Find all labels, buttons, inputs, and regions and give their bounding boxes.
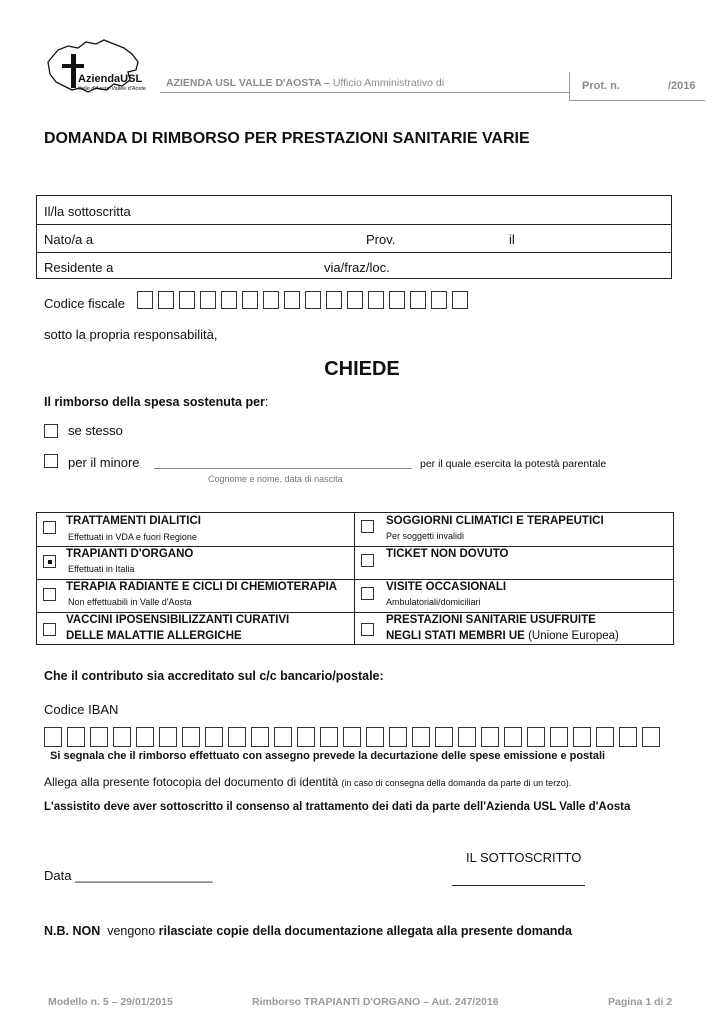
street-label: via/fraz/loc. <box>324 260 390 275</box>
iban-char-box[interactable] <box>642 727 660 747</box>
iban-char-box[interactable] <box>412 727 430 747</box>
org-office: Ufficio Amministrativo di <box>332 77 445 89</box>
responsibility-text: sotto la propria responsabilità, <box>44 327 218 342</box>
radiotherapy-sub: Non effettuabili in Valle d'Aosta <box>68 597 192 607</box>
climatic-stays-sub: Per soggetti invalidi <box>386 531 465 541</box>
refund-for-label: Il rimborso della spesa sostenuta per: <box>44 395 269 409</box>
iban-char-box[interactable] <box>481 727 499 747</box>
iban-char-box[interactable] <box>90 727 108 747</box>
iban-char-box[interactable] <box>596 727 614 747</box>
iban-char-box[interactable] <box>113 727 131 747</box>
dialysis-sub: Effettuati in VDA e fuori Regione <box>68 532 197 542</box>
vaccines-title-line2: DELLE MALATTIE ALLERGICHE <box>66 630 242 642</box>
grid-line <box>37 612 673 613</box>
residence-row[interactable] <box>37 252 671 280</box>
fiscal-code-char-box[interactable] <box>305 291 321 309</box>
resident-label: Residente a <box>44 260 114 275</box>
footer-model: Modello n. 5 – 29/01/2015 <box>48 996 173 1008</box>
checked-mark <box>48 560 52 564</box>
date-field[interactable]: Data ___________________ <box>44 868 213 883</box>
ticket-title: TICKET NON DOVUTO <box>386 548 509 560</box>
applicant-details-box <box>36 195 672 279</box>
vaccines-checkbox[interactable] <box>43 623 56 636</box>
iban-boxes[interactable] <box>44 727 665 747</box>
eu-services-checkbox[interactable] <box>361 623 374 636</box>
iban-char-box[interactable] <box>343 727 361 747</box>
grid-line <box>37 579 673 580</box>
radiotherapy-title: TERAPIA RADIANTE E CICLI DI CHEMIOTERAPIA <box>66 581 338 593</box>
grid-line <box>37 546 673 547</box>
dialysis-checkbox[interactable] <box>43 521 56 534</box>
eu-services-title-line2: NEGLI STATI MEMBRI UE (Unione Europea) <box>386 630 619 642</box>
iban-char-box[interactable] <box>435 727 453 747</box>
minor-hint: Cognome e nome, data di nascita <box>208 474 343 484</box>
iban-char-box[interactable] <box>136 727 154 747</box>
iban-char-box[interactable] <box>297 727 315 747</box>
fiscal-code-char-box[interactable] <box>158 291 174 309</box>
fiscal-code-char-box[interactable] <box>452 291 468 309</box>
signature-line[interactable] <box>452 885 585 886</box>
fiscal-code-char-box[interactable] <box>389 291 405 309</box>
occasional-visits-title: VISITE OCCASIONALI <box>386 581 507 593</box>
minor-label: per il minore <box>68 455 140 470</box>
request-heading: CHIEDE <box>324 358 400 380</box>
logo-subtext: Valle d'Aosta·Vallée d'Aoste <box>78 86 146 92</box>
iban-char-box[interactable] <box>573 727 591 747</box>
logo-text: AziendaUSL <box>78 73 143 85</box>
organ-transplant-checkbox[interactable] <box>43 555 56 568</box>
birth-date-label: il <box>509 232 515 247</box>
climatic-stays-title: SOGGIORNI CLIMATICI E TERAPEUTICI <box>386 515 604 527</box>
guardian-label: per il quale esercita la potestà parentale <box>420 458 607 470</box>
occasional-visits-checkbox[interactable] <box>361 587 374 600</box>
fiscal-code-label: Codice fiscale <box>44 296 125 311</box>
province-label: Prov. <box>366 232 396 247</box>
iban-char-box[interactable] <box>44 727 62 747</box>
attach-note: Allega alla presente fotocopia del documento di identità (in caso di consegna della domanda da parte di un terzo). <box>44 775 572 789</box>
iban-char-box[interactable] <box>274 727 292 747</box>
iban-char-box[interactable] <box>619 727 637 747</box>
fiscal-code-char-box[interactable] <box>347 291 363 309</box>
fiscal-code-char-box[interactable] <box>200 291 216 309</box>
footer-page: Pagina 1 di 2 <box>608 996 673 1008</box>
org-name: AZIENDA USL VALLE D'AOSTA – <box>166 77 330 89</box>
iban-char-box[interactable] <box>527 727 545 747</box>
minor-checkbox[interactable] <box>44 454 58 468</box>
protocol-year: /2016 <box>668 80 696 92</box>
fiscal-code-char-box[interactable] <box>242 291 258 309</box>
iban-char-box[interactable] <box>366 727 384 747</box>
iban-char-box[interactable] <box>550 727 568 747</box>
iban-char-box[interactable] <box>67 727 85 747</box>
climatic-stays-checkbox[interactable] <box>361 520 374 533</box>
footer-reference: Rimborso TRAPIANTI D'ORGANO – Aut. 247/2016 <box>252 996 499 1008</box>
ticket-checkbox[interactable] <box>361 554 374 567</box>
fiscal-code-char-box[interactable] <box>137 291 153 309</box>
vaccines-title: VACCINI IPOSENSIBILIZZANTI CURATIVI <box>66 614 290 626</box>
iban-char-box[interactable] <box>458 727 476 747</box>
iban-char-box[interactable] <box>251 727 269 747</box>
occasional-visits-sub: Ambulatoriali/domiciliari <box>386 597 481 607</box>
subscriber-label: Il/la sottoscritta <box>44 204 131 219</box>
header-divider-right <box>569 100 705 101</box>
fiscal-code-char-box[interactable] <box>326 291 342 309</box>
subscriber-row[interactable] <box>37 196 671 224</box>
signature-label: IL SOTTOSCRITTO <box>466 850 582 865</box>
fiscal-code-boxes[interactable] <box>137 291 473 309</box>
self-checkbox[interactable] <box>44 424 58 438</box>
cheque-note: Si segnala che il rimborso effettuato con assegno prevede la decurtazione delle spese emissione e postali <box>50 750 606 762</box>
protocol-label: Prot. n. <box>582 80 620 92</box>
header-organization <box>166 77 444 89</box>
fiscal-code-char-box[interactable] <box>431 291 447 309</box>
iban-char-box[interactable] <box>320 727 338 747</box>
azienda-usl-logo <box>44 36 144 98</box>
iban-char-box[interactable] <box>159 727 177 747</box>
iban-char-box[interactable] <box>389 727 407 747</box>
fiscal-code-char-box[interactable] <box>410 291 426 309</box>
fiscal-code-char-box[interactable] <box>368 291 384 309</box>
contribution-label: Che il contributo sia accreditato sul c/c bancario/postale: <box>44 669 384 683</box>
header-divider <box>160 92 570 93</box>
services-grid <box>36 512 674 645</box>
document-title: DOMANDA DI RIMBORSO PER PRESTAZIONI SANITARIE VARIE <box>44 130 530 147</box>
radiotherapy-checkbox[interactable] <box>43 588 56 601</box>
minor-name-line[interactable] <box>154 468 412 469</box>
iban-char-box[interactable] <box>182 727 200 747</box>
fiscal-code-char-box[interactable] <box>221 291 237 309</box>
eu-services-title: PRESTAZIONI SANITARIE USUFRUITE <box>386 614 596 626</box>
iban-label: Codice IBAN <box>44 702 119 717</box>
iban-char-box[interactable] <box>205 727 223 747</box>
fiscal-code-char-box[interactable] <box>284 291 300 309</box>
iban-char-box[interactable] <box>504 727 522 747</box>
organ-transplant-title: TRAPIANTI D'ORGANO <box>66 548 194 560</box>
self-label: se stesso <box>68 423 123 438</box>
nb-note: N.B. NON vengono rilasciate copie della documentazione allegata alla presente domanda <box>44 924 572 938</box>
dialysis-title: TRATTAMENTI DIALITICI <box>66 515 201 527</box>
organ-transplant-sub: Effettuati in Italia <box>68 564 135 574</box>
born-label: Nato/a a <box>44 232 94 247</box>
fiscal-code-char-box[interactable] <box>263 291 279 309</box>
consent-note: L'assistito deve aver sottoscritto il consenso al trattamento dei dati da parte dell'Azienda USL Valle d'Aosta <box>44 801 631 813</box>
fiscal-code-char-box[interactable] <box>179 291 195 309</box>
birth-row[interactable] <box>37 224 671 252</box>
header-vertical-divider <box>569 72 570 100</box>
iban-char-box[interactable] <box>228 727 246 747</box>
